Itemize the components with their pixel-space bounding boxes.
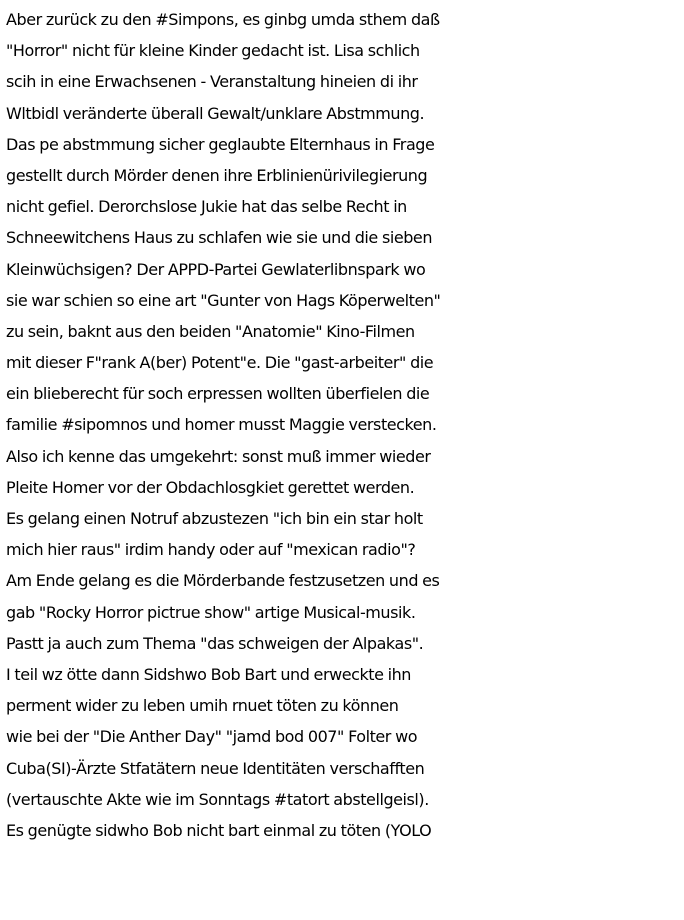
text-line: nicht gefiel. Derorchslose Jukie hat das selbe Recht in: [6, 197, 407, 217]
text-line: Aber zurück zu den #Simpons, es ginbg umda sthem daß: [6, 10, 440, 29]
text-line: Das pe abstmmung sicher geglaubte Elternhaus in Frage: [6, 134, 435, 154]
text-line: wie bei der "Die Anther Day" "jamd bod 007" Folter wo: [6, 727, 418, 747]
text-line: perment wider zu leben umih rnuet töten zu können: [6, 696, 399, 716]
text-line: Kleinwüchsigen? Der APPD-Partei Gewlaterlibnspark wo: [6, 259, 426, 279]
text-line: scih in eine Erwachsenen - Veranstaltung hineien di ihr: [6, 72, 418, 92]
text-line: Es genügte sidwho Bob nicht bart einmal zu töten (YOLO: [6, 820, 432, 840]
text-line: Pastt ja auch zum Thema "das schweigen der Alpakas".: [6, 633, 424, 653]
text-line: Schneewitchens Haus zu schlafen wie sie und die sieben: [6, 228, 433, 248]
text-line: Pleite Homer vor der Obdachlosgkiet gerettet werden.: [6, 477, 415, 497]
text-line: Es gelang einen Notruf abzustezen "ich bin ein star holt: [6, 509, 423, 528]
text-line: gestellt durch Mörder denen ihre Erblinienürivilegierung: [6, 165, 428, 185]
text-line: "Horror" nicht für kleine Kinder gedacht ist. Lisa schlich: [6, 41, 420, 61]
text-line: gab "Rocky Horror pictrue show" artige Musical-musik.: [6, 602, 416, 622]
text-line: (vertauschte Akte wie im Sonntags #tatort abstellgeisl).: [6, 789, 429, 809]
text-line: mich hier raus" irdim handy oder auf "mexican radio"?: [6, 540, 416, 560]
body-text: [6, 4, 684, 846]
text-line: Am Ende gelang es die Mörderbande festzusetzen und es: [6, 571, 440, 591]
text-line: I teil wz ötte dann Sidshwo Bob Bart und erweckte ihn: [6, 664, 412, 684]
text-line: Cuba(SI)-Ärzte Stfatätern neue Identitäten verschafften: [6, 758, 425, 778]
text-line: Wltbidl veränderte überall Gewalt/unklare Abstmmung.: [6, 103, 425, 123]
text-line: zu sein, baknt aus den beiden "Anatomie" Kino-Filmen: [6, 321, 415, 341]
text-line: mit dieser F"rank A(ber) Potent"e. Die "gast-arbeiter" die: [6, 353, 434, 373]
text-line: ein blieberecht für soch erpressen wollten überfielen die: [6, 384, 430, 404]
text-line: Also ich kenne das umgekehrt: sonst muß immer wieder: [6, 446, 431, 466]
text-line: sie war schien so eine art "Gunter von Hags Köperwelten": [6, 290, 441, 310]
text-line: familie #sipomnos und homer musst Maggie verstecken.: [6, 415, 437, 435]
